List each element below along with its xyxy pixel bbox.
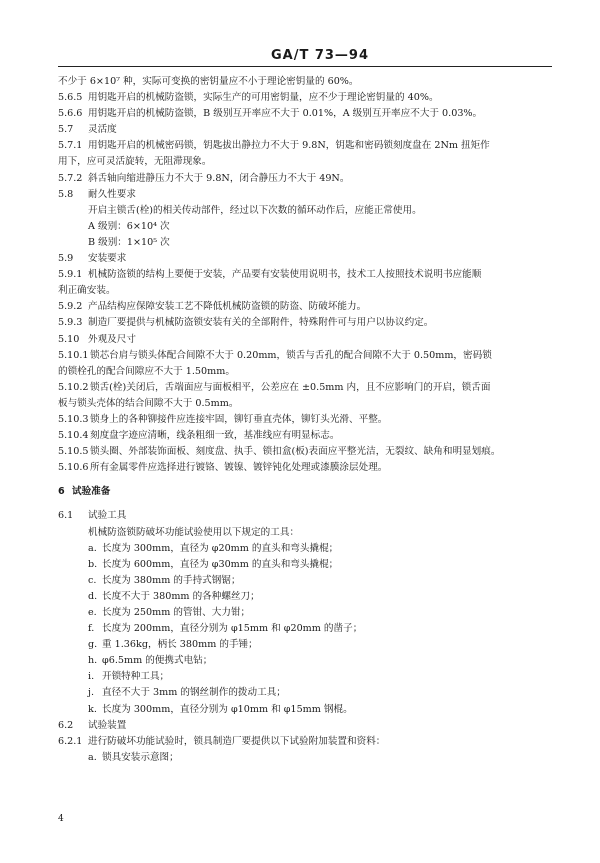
- text-line: [58, 525, 560, 541]
- clause-text: 不少于 6×10⁷ 种，实际可变换的密钥量应不小于理论密钥量的 60%。: [58, 76, 359, 87]
- text-line: [58, 412, 560, 428]
- text-line: [58, 283, 560, 299]
- clause-text: 试验装置: [88, 719, 127, 731]
- clause-text: 长度不大于 380mm 的各种螺丝刀；: [102, 590, 260, 602]
- clause-number: 5.7.2: [58, 172, 83, 184]
- section-heading: [58, 484, 560, 500]
- text-line: [58, 171, 560, 187]
- clause-number: h.: [88, 655, 98, 667]
- clause-number: 5.10.5: [58, 446, 89, 458]
- text-line: [58, 380, 560, 396]
- clause-number: 5.6.6: [58, 108, 83, 120]
- text-line: [58, 315, 560, 331]
- clause-text: B 级别：1×10⁵ 次: [88, 236, 170, 248]
- text-line: [58, 428, 560, 444]
- clause-text: 斜舌轴向缩进静压力不大于 9.8N，闭合静压力不大于 49N。: [88, 172, 350, 184]
- clause-text: 刻度盘字迹应清晰，线条粗细一致，基准线应有明显标志。: [90, 430, 340, 442]
- clause-text: 用钥匙开启的机械密码锁，钥匙拔出静拉力不大于 9.8N，钥匙和密码锁刻度盘在 2Nm 扭矩作: [88, 140, 490, 152]
- clause-number: e.: [88, 607, 97, 618]
- text-line: [58, 235, 560, 251]
- text-line: [58, 203, 560, 219]
- text-line: [58, 267, 560, 283]
- clause-number: f.: [88, 623, 95, 635]
- clause-text: 试验准备: [72, 486, 111, 498]
- clause-number: 5.7.1: [58, 140, 83, 152]
- clause-text: φ6.5mm 的便携式电钻；: [102, 655, 213, 667]
- clause-number: 5.10.4: [58, 430, 89, 442]
- clause-number: 6.2: [58, 719, 74, 731]
- clause-number: c.: [88, 574, 97, 586]
- text-line: [58, 460, 560, 476]
- page-number: 4: [58, 814, 64, 824]
- text-line: [58, 106, 560, 122]
- clause-number: 6: [58, 486, 65, 498]
- standard-code: GA/T 73—94: [270, 48, 370, 63]
- clause-number: 5.10.6: [58, 462, 89, 474]
- clause-number: 5.9.1: [58, 269, 83, 281]
- clause-text: 灵活度: [88, 124, 117, 136]
- clause-text: 产品结构应保障安装工艺不降低机械防盗锁的防盗、防破坏能力。: [88, 301, 367, 313]
- clause-text: 锁头圈、外部装饰面板、刻度盘、执手、锁扣盒(板)表面应平整光洁，无裂纹、缺角和明显划痕。: [90, 446, 501, 458]
- clause-text: 安装要求: [88, 253, 127, 265]
- text-line: [58, 364, 560, 380]
- clause-number: 5.10: [58, 333, 80, 345]
- text-line: [58, 90, 560, 106]
- clause-number: 6.2.1: [58, 735, 83, 747]
- clause-text: 开锁特种工具；: [102, 671, 170, 683]
- clause-text: 试验工具: [88, 510, 127, 522]
- clause-number: b.: [88, 558, 98, 570]
- text-line: [58, 154, 560, 170]
- clause-text: 板与锁头壳体的结合间隙不大于 0.5mm。: [58, 397, 239, 409]
- clause-text: 机械防盗锁防破坏功能试验使用以下规定的工具：: [88, 526, 300, 538]
- text-line: [58, 74, 560, 90]
- clause-number: a.: [88, 542, 97, 554]
- clause-number: 5.10.1: [58, 349, 89, 361]
- header-rule: [58, 66, 552, 67]
- text-line: [58, 557, 560, 573]
- clause-number: 5.9: [58, 253, 74, 265]
- clause-text: 开启主锁舌(栓)的相关传动部件，经过以下次数的循环动作后，应能正常使用。: [88, 204, 422, 216]
- text-line: [58, 605, 560, 621]
- clause-text: 耐久性要求: [88, 188, 136, 200]
- clause-text: 机械防盗锁的结构上要便于安装，产品要有安装使用说明书，技术工人按照技术说明书应能顺: [88, 269, 482, 281]
- text-line: [58, 637, 560, 653]
- clause-number: j.: [88, 687, 95, 699]
- text-line: [58, 750, 560, 766]
- text-line: [58, 653, 560, 669]
- clause-text: 重 1.36kg，柄长 380mm 的手锤；: [102, 639, 258, 651]
- clause-number: k.: [88, 703, 97, 715]
- clause-text: 锁身上的各种铆接件应连接牢固，铆钉垂直壳体，铆钉头光滑、平整。: [90, 413, 388, 425]
- text-line: [58, 685, 560, 701]
- clause-number: g.: [88, 639, 98, 651]
- clause-text: 所有金属零件应选择进行镀铬、镀镍、镀锌钝化处理或漆膜涂层处理。: [90, 462, 388, 474]
- spacer: [58, 476, 560, 484]
- text-line: [58, 348, 560, 364]
- clause-text: 锁舌(栓)关闭后，舌端面应与面板相平，公差应在 ±0.5mm 内，且不应影响门的开启，锁舌面: [90, 381, 491, 393]
- clause-number: 6.1: [58, 510, 74, 522]
- clause-text: 利正确安装。: [58, 285, 116, 297]
- clause-text: 长度为 300mm，直径为 φ20mm 的直头和弯头撬棍；: [102, 542, 339, 554]
- clause-number: 5.10.2: [58, 381, 89, 393]
- text-line: [58, 508, 560, 524]
- clause-number: 5.9.3: [58, 317, 83, 329]
- text-line: [58, 219, 560, 235]
- text-line: [58, 734, 560, 750]
- text-line: [58, 573, 560, 589]
- clause-text: 用钥匙开启的机械防盗锁，实际生产的可用密钥量，应不少于理论密钥量的 40%。: [88, 92, 439, 104]
- spacer: [58, 500, 560, 508]
- clause-number: i.: [88, 671, 95, 683]
- clause-text: 锁芯台肩与锁头体配合间隙不大于 0.20mm，锁舌与舌孔的配合间隙不大于 0.50mm，密码锁: [90, 349, 492, 361]
- text-line: [58, 332, 560, 348]
- clause-text: 进行防破坏功能试验时，锁具制造厂要提供以下试验附加装置和资料：: [88, 735, 386, 747]
- text-line: [58, 122, 560, 138]
- clause-text: 制造厂要提供与机械防盗锁安装有关的全部附件，特殊附件可与用户以协议约定。: [88, 317, 434, 329]
- clause-text: 长度为 200mm，直径分别为 φ15mm 和 φ20mm 的凿子；: [102, 623, 363, 635]
- clause-number: 5.7: [58, 124, 74, 136]
- text-line: [58, 589, 560, 605]
- clause-text: 外观及尺寸: [88, 333, 136, 345]
- text-line: [58, 669, 560, 685]
- clause-text: 锁具安装示意图；: [102, 751, 179, 763]
- text-line: [58, 621, 560, 637]
- clause-number: 5.10.3: [58, 413, 89, 425]
- clause-text: 长度为 250mm 的管钳、大力钳；: [102, 607, 251, 618]
- text-line: [58, 396, 560, 412]
- text-line: [58, 187, 560, 203]
- clause-text: 直径不大于 3mm 的钢丝制作的拨动工具；: [102, 687, 286, 699]
- text-line: [58, 541, 560, 557]
- clause-number: 5.8: [58, 188, 74, 200]
- clause-number: 5.6.5: [58, 92, 83, 104]
- text-line: [58, 718, 560, 734]
- text-line: [58, 702, 560, 718]
- text-line: [58, 138, 560, 154]
- clause-text: 长度为 380mm 的手持式钢锯；: [102, 574, 241, 586]
- document-body: [58, 74, 560, 766]
- text-line: [58, 299, 560, 315]
- clause-text: 的锁栓孔的配合间隙应不大于 1.50mm。: [58, 365, 235, 377]
- clause-text: 用下，应可灵活旋转，无阻滞现象。: [58, 156, 212, 168]
- clause-text: 长度为 600mm，直径为 φ30mm 的直头和弯头撬棍；: [102, 558, 339, 570]
- clause-text: A 级别：6×10⁴ 次: [88, 220, 170, 232]
- page-header: [0, 48, 600, 63]
- clause-number: 5.9.2: [58, 301, 83, 313]
- text-line: [58, 251, 560, 267]
- clause-text: 用钥匙开启的机械防盗锁，B 级别互开率应不大于 0.01%，A 级别互开率应不大于 0.03%。: [88, 108, 483, 120]
- clause-text: 长度为 300mm，直径分别为 φ10mm 和 φ15mm 钢棍。: [102, 703, 353, 715]
- text-line: [58, 444, 560, 460]
- clause-number: d.: [88, 590, 98, 602]
- clause-number: a.: [88, 751, 97, 763]
